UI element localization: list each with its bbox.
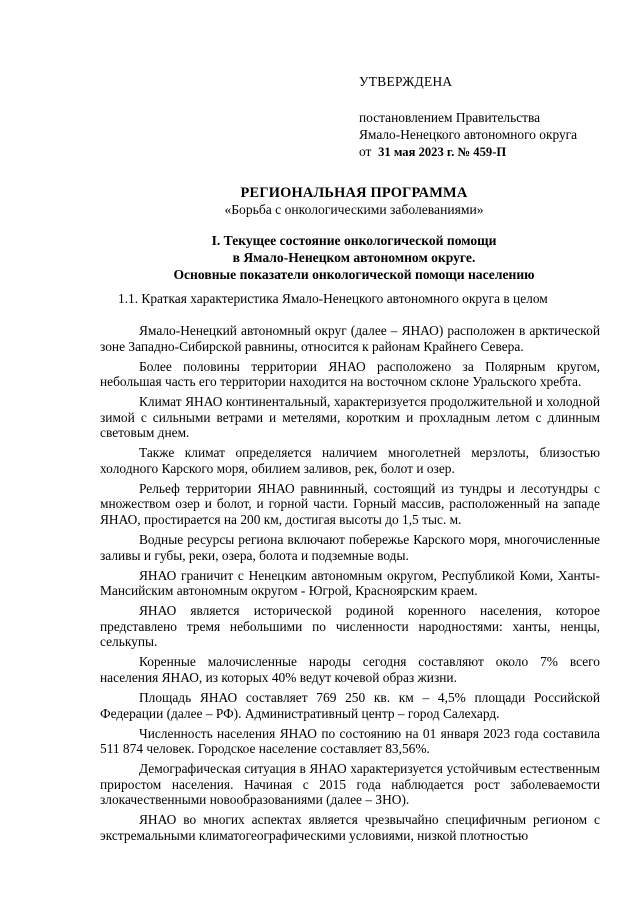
approval-date-prefix: от [359,144,372,159]
document-body [100,323,600,848]
paragraph: ЯНАО является исторической родиной коренного населения, которое представлено тремя небольшими по численности народностями: ханты, ненцы, селькупы. [100,603,600,650]
paragraph: Демографическая ситуация в ЯНАО характеризуется устойчивым естественным приростом населения. Начиная с 2015 года наблюдается рост заболеваемости злокачественными новообразованиями (далее – ЗНО). [100,761,600,808]
program-title: РЕГИОНАЛЬНАЯ ПРОГРАММА [240,185,468,201]
section-heading-line-1: I. Текущее состояние онкологической помощи [211,233,497,248]
subsection-heading: 1.1. Краткая характеристика Ямало-Ненецкого автономного округа в целом [118,291,548,306]
paragraph: ЯНАО граничит с Ненецким автономным округом, Республикой Коми, Ханты-Мансийским автономным округом - Югрой, Красноярским краем. [100,567,600,599]
paragraph: Рельеф территории ЯНАО равнинный, состоящий из тундры и лесотундры с множеством озер и болот, и горной части. Горный массив, расположенный на западе ЯНАО, простирается на 200 км, достигая высоты до 1,5 тыс. м. [100,480,600,528]
paragraph: ЯНАО во многих аспектах является чрезвычайно специфичным регионом с экстремальными климатогеографическими условиями, низкой плотностью [100,812,600,843]
paragraph: Более половины территории ЯНАО расположено за Полярным кругом, небольшая часть его территории находится на восточном склоне Уральского хребта. [100,358,600,390]
section-heading-line-3: Основные показатели онкологической помощи населению [173,267,535,282]
approval-block [359,73,619,161]
approval-line-1: постановлением Правительства [359,110,541,125]
paragraph: Также климат определяется наличием многолетней мерзлоты, близостью холодного Карского моря, обилием заливов, рек, болот и озер. [100,445,600,476]
section-heading [100,232,608,283]
approval-line-2: Ямало-Ненецкого автономного округа [359,127,578,142]
approval-stamp: УТВЕРЖДЕНА [359,74,453,89]
paragraph: Численность населения ЯНАО по состоянию на 01 января 2023 года составила 511 874 человек. Городское население составляет 83,56%. [100,725,600,757]
program-subtitle: «Борьба с онкологическими заболеваниями» [224,202,484,217]
approval-date: 31 мая 2023 г. № 459-П [378,145,507,159]
section-heading-line-2: в Ямало-Ненецком автономном округе. [232,250,476,265]
paragraph: Ямало-Ненецкий автономный округ (далее – ЯНАО) расположен в арктической зоне Западно-Сибирской равнины, относится к районам Крайнего Севера. [100,323,600,354]
paragraph: Коренные малочисленные народы сегодня составляют около 7% всего населения ЯНАО, из которых 40% ведут кочевой образ жизни. [100,654,600,685]
paragraph: Площадь ЯНАО составляет 769 250 кв. км – 4,5% площади Российской Федерации (далее – РФ). Административный центр – город Салехард. [100,689,600,721]
approval-date-line [359,143,619,161]
paragraph: Водные ресурсы региона включают побережье Карского моря, многочисленные заливы и губы, реки, озера, болота и подземные воды. [100,532,600,563]
paragraph: Климат ЯНАО континентальный, характеризуется продолжительной и холодной зимой с сильными ветрами и метелями, коротким и прохладным летом с длинным световым днем. [100,394,600,441]
